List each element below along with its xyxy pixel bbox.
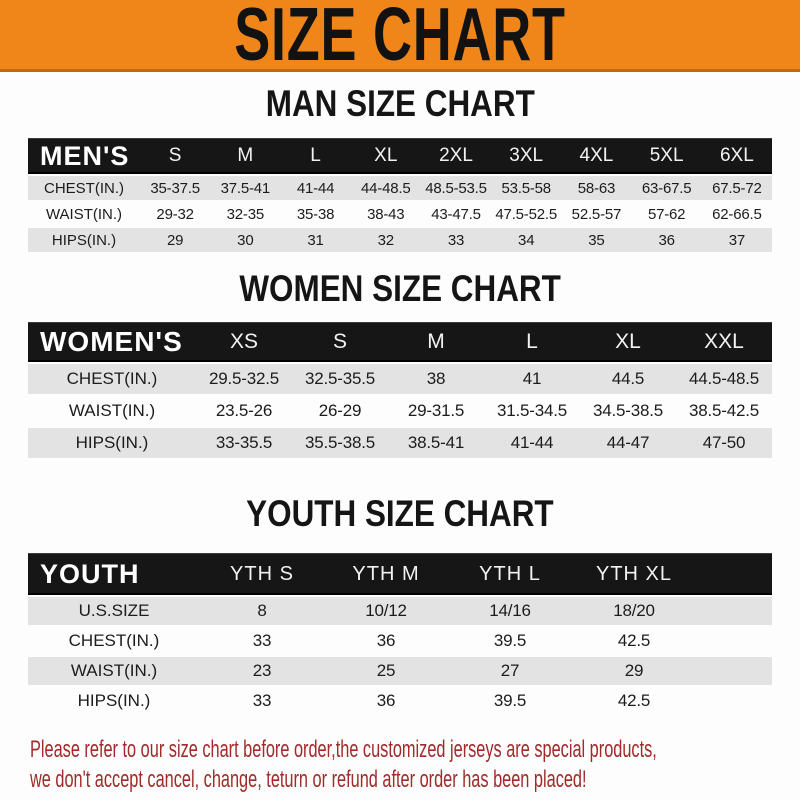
size-header-row	[28, 322, 772, 362]
header-spacer	[696, 553, 772, 595]
size-column-header: 4XL	[561, 138, 631, 174]
youth-size-table	[28, 553, 772, 715]
size-value-cell: 33-35.5	[196, 426, 292, 458]
row-label: CHEST(IN.)	[28, 362, 196, 394]
size-value-cell: 33	[421, 226, 491, 252]
row-label: CHEST(IN.)	[28, 625, 200, 655]
size-value-cell: 25	[324, 655, 448, 685]
size-value-cell: 32	[351, 226, 421, 252]
row-spacer	[696, 595, 772, 625]
size-value-cell: 39.5	[448, 685, 572, 715]
size-value-cell: 37	[702, 226, 772, 252]
measurement-row	[28, 362, 772, 394]
size-header-row	[28, 553, 772, 595]
size-value-cell: 36	[324, 685, 448, 715]
size-column-header: 3XL	[491, 138, 561, 174]
size-value-cell: 23	[200, 655, 324, 685]
measurement-row	[28, 655, 772, 685]
size-value-cell: 67.5-72	[702, 174, 772, 200]
size-value-cell: 29.5-32.5	[196, 362, 292, 394]
size-value-cell: 53.5-58	[491, 174, 561, 200]
size-value-cell: 44.5-48.5	[676, 362, 772, 394]
size-value-cell: 29	[572, 655, 696, 685]
row-label: U.S.SIZE	[28, 595, 200, 625]
size-value-cell: 34.5-38.5	[580, 394, 676, 426]
size-value-cell: 44.5	[580, 362, 676, 394]
size-value-cell: 33	[200, 685, 324, 715]
size-value-cell: 38-43	[351, 200, 421, 226]
size-column-header: XS	[196, 322, 292, 362]
size-value-cell: 34	[491, 226, 561, 252]
size-column-header: L	[280, 138, 350, 174]
size-value-cell: 29	[140, 226, 210, 252]
size-value-cell: 44-47	[580, 426, 676, 458]
size-value-cell: 35.5-38.5	[292, 426, 388, 458]
size-column-header: XL	[351, 138, 421, 174]
size-value-cell: 47-50	[676, 426, 772, 458]
size-value-cell: 47.5-52.5	[491, 200, 561, 226]
man-section-title-text: MAN SIZE CHART	[265, 83, 535, 124]
row-spacer	[696, 655, 772, 685]
measurement-row	[28, 685, 772, 715]
size-value-cell: 33	[200, 625, 324, 655]
measurement-row	[28, 595, 772, 625]
size-column-header: XXL	[676, 322, 772, 362]
size-value-cell: 14/16	[448, 595, 572, 625]
size-value-cell: 32-35	[210, 200, 280, 226]
youth-table-header	[28, 553, 772, 595]
size-column-header: 5XL	[632, 138, 702, 174]
size-value-cell: 39.5	[448, 625, 572, 655]
youth-section-title	[0, 493, 800, 534]
size-column-header: M	[388, 322, 484, 362]
size-value-cell: 31	[280, 226, 350, 252]
women-section-title	[0, 268, 800, 309]
size-value-cell: 41-44	[484, 426, 580, 458]
size-value-cell: 63-67.5	[632, 174, 702, 200]
size-value-cell: 38.5-41	[388, 426, 484, 458]
size-value-cell: 35	[561, 226, 631, 252]
size-value-cell: 18/20	[572, 595, 696, 625]
man-section-title	[0, 83, 800, 124]
row-label: WAIST(IN.)	[28, 200, 140, 226]
table-corner-label: WOMEN'S	[28, 322, 196, 362]
size-value-cell: 23.5-26	[196, 394, 292, 426]
row-label: WAIST(IN.)	[28, 655, 200, 685]
row-spacer	[696, 685, 772, 715]
row-label: HIPS(IN.)	[28, 685, 200, 715]
women-table-body	[28, 362, 772, 458]
size-value-cell: 62-66.5	[702, 200, 772, 226]
row-label: HIPS(IN.)	[28, 426, 196, 458]
size-value-cell: 35-38	[280, 200, 350, 226]
size-column-header: 2XL	[421, 138, 491, 174]
size-value-cell: 36	[632, 226, 702, 252]
size-value-cell: 57-62	[632, 200, 702, 226]
size-value-cell: 35-37.5	[140, 174, 210, 200]
size-column-header: S	[140, 138, 210, 174]
size-value-cell: 44-48.5	[351, 174, 421, 200]
size-value-cell: 41	[484, 362, 580, 394]
top-banner	[0, 0, 800, 77]
size-value-cell: 42.5	[572, 625, 696, 655]
size-column-header: 6XL	[702, 138, 772, 174]
size-value-cell: 31.5-34.5	[484, 394, 580, 426]
row-spacer	[696, 625, 772, 655]
measurement-row	[28, 200, 772, 226]
footer-line-1: Please refer to our size chart before order,the customized jerseys are special products,	[30, 736, 657, 763]
size-value-cell: 10/12	[324, 595, 448, 625]
measurement-row	[28, 394, 772, 426]
row-label: HIPS(IN.)	[28, 226, 140, 252]
footer-note	[0, 735, 800, 795]
men-table-header	[28, 138, 772, 174]
table-corner-label: MEN'S	[28, 138, 140, 174]
footer-line-2: we don't accept cancel, change, teturn or refund after order has been placed!	[30, 766, 587, 793]
page-title: SIZE CHART	[234, 0, 566, 77]
men-size-table	[28, 138, 772, 252]
size-value-cell: 32.5-35.5	[292, 362, 388, 394]
youth-section-title-text: YOUTH SIZE CHART	[246, 493, 554, 534]
size-value-cell: 27	[448, 655, 572, 685]
size-value-cell: 43-47.5	[421, 200, 491, 226]
measurement-row	[28, 625, 772, 655]
size-value-cell: 38.5-42.5	[676, 394, 772, 426]
measurement-row	[28, 174, 772, 200]
size-value-cell: 48.5-53.5	[421, 174, 491, 200]
size-column-header: YTH XL	[572, 553, 696, 595]
size-column-header: S	[292, 322, 388, 362]
size-value-cell: 52.5-57	[561, 200, 631, 226]
women-table-header	[28, 322, 772, 362]
size-value-cell: 37.5-41	[210, 174, 280, 200]
row-label: WAIST(IN.)	[28, 394, 196, 426]
table-corner-label: YOUTH	[28, 553, 200, 595]
size-value-cell: 41-44	[280, 174, 350, 200]
size-column-header: M	[210, 138, 280, 174]
size-header-row	[28, 138, 772, 174]
men-table-body	[28, 174, 772, 252]
size-value-cell: 38	[388, 362, 484, 394]
size-column-header: YTH M	[324, 553, 448, 595]
size-column-header: YTH L	[448, 553, 572, 595]
youth-table-body	[28, 595, 772, 715]
size-column-header: XL	[580, 322, 676, 362]
size-value-cell: 29-32	[140, 200, 210, 226]
measurement-row	[28, 426, 772, 458]
measurement-row	[28, 226, 772, 252]
women-section-title-text: WOMEN SIZE CHART	[239, 268, 561, 309]
size-column-header: L	[484, 322, 580, 362]
women-size-table	[28, 322, 772, 458]
size-value-cell: 8	[200, 595, 324, 625]
size-value-cell: 42.5	[572, 685, 696, 715]
row-label: CHEST(IN.)	[28, 174, 140, 200]
size-value-cell: 36	[324, 625, 448, 655]
size-value-cell: 58-63	[561, 174, 631, 200]
size-value-cell: 29-31.5	[388, 394, 484, 426]
size-column-header: YTH S	[200, 553, 324, 595]
size-value-cell: 30	[210, 226, 280, 252]
size-value-cell: 26-29	[292, 394, 388, 426]
